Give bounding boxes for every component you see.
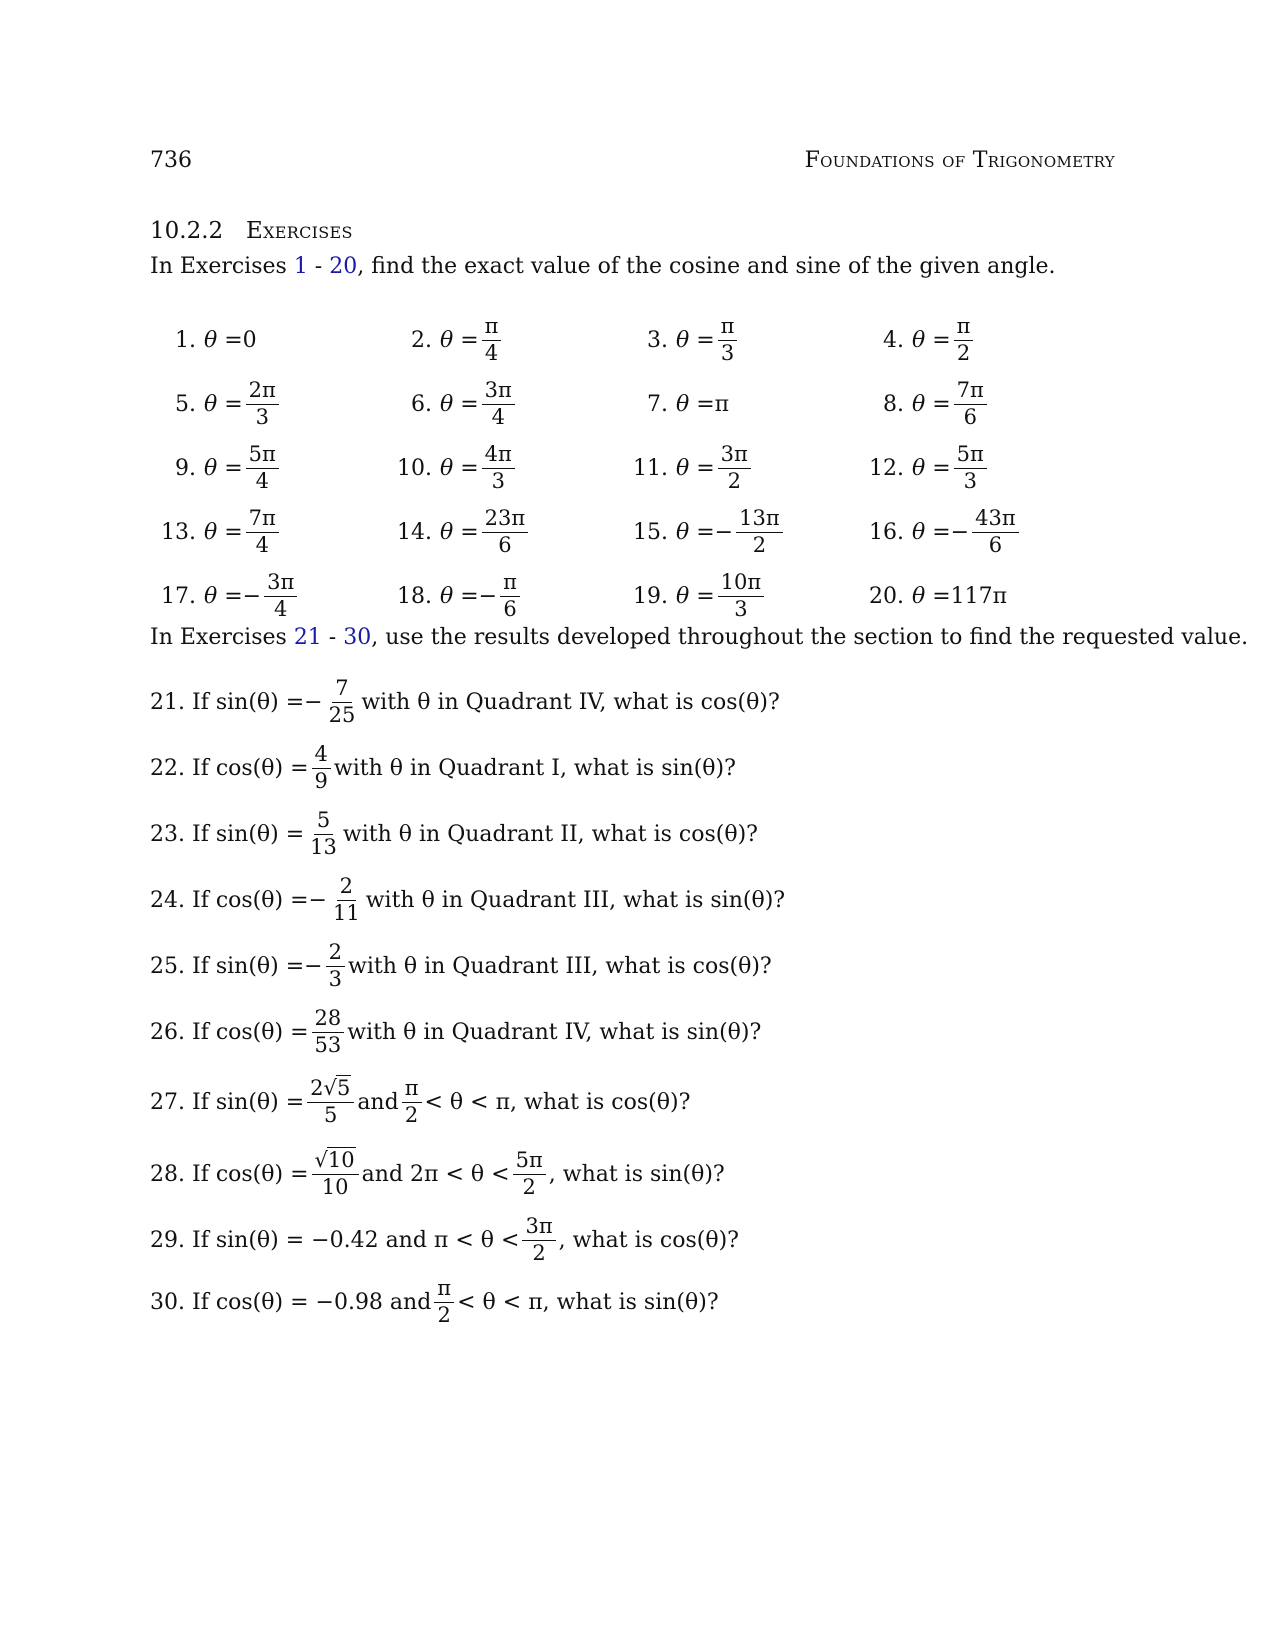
- numerator: 4π: [482, 443, 515, 468]
- exercise-number: 6.: [411, 391, 432, 417]
- angle-fraction: [954, 379, 987, 428]
- fraction: [330, 875, 363, 924]
- exercise-number: 26.: [150, 1019, 185, 1045]
- numerator: π: [402, 1077, 422, 1102]
- minus-sign: −: [242, 583, 262, 609]
- exercise-number: 29.: [150, 1227, 185, 1253]
- fraction: [434, 1277, 454, 1326]
- angle-fraction: [954, 443, 987, 492]
- theta-equals: θ =: [440, 455, 479, 481]
- denominator: 2: [727, 468, 741, 493]
- theta-equals: θ =: [440, 327, 479, 353]
- theta-equals: θ =: [676, 583, 715, 609]
- angle-exercise-6: [386, 374, 518, 434]
- denominator: 3: [255, 404, 269, 429]
- exercise-lhs: If sin(θ) =: [192, 821, 305, 847]
- minus-sign: −: [950, 519, 970, 545]
- denominator: 3: [734, 596, 748, 621]
- exercise-lhs: If sin(θ) = −0.42 and π < θ <: [192, 1227, 520, 1253]
- angle-value: π: [714, 391, 730, 417]
- denominator: 2: [532, 1240, 546, 1265]
- angle-exercise-17: [150, 566, 300, 626]
- theta-equals: θ =: [676, 519, 715, 545]
- denominator: 3: [491, 468, 505, 493]
- exercise-number: 8.: [883, 391, 904, 417]
- denominator: 13: [310, 834, 337, 859]
- exercise-lhs: If sin(θ) =: [192, 689, 305, 715]
- angle-exercise-1: [150, 310, 257, 370]
- denominator: 2: [404, 1102, 419, 1127]
- angle-fraction: [482, 443, 515, 492]
- fraction: [307, 1077, 354, 1126]
- numerator: π: [434, 1277, 454, 1302]
- minus-sign: −: [714, 519, 734, 545]
- exercise-rest: with θ in Quadrant IV, what is sin(θ)?: [347, 1019, 762, 1045]
- coefficient: 2: [310, 1076, 324, 1101]
- radicand: 5: [336, 1076, 351, 1101]
- numerator: 13π: [736, 507, 783, 532]
- exercise-lhs: If cos(θ) = −0.98 and: [192, 1289, 432, 1315]
- denominator: 2: [956, 340, 971, 365]
- angle-fraction: [482, 507, 529, 556]
- denominator: 4: [491, 404, 505, 429]
- theta-equals: θ =: [204, 327, 243, 353]
- exercise-number: 20.: [869, 583, 904, 609]
- numerator: 5π: [246, 443, 279, 468]
- exercise-23: [150, 804, 758, 864]
- exercise-number: 28.: [150, 1161, 185, 1187]
- denominator: 6: [963, 404, 977, 429]
- numerator: π: [718, 315, 738, 340]
- minus-sign: −: [304, 689, 323, 715]
- fraction: [312, 1149, 359, 1198]
- angle-exercise-3: [622, 310, 740, 370]
- theta-equals: θ =: [912, 583, 951, 609]
- exercise-number: 13.: [161, 519, 196, 545]
- denominator: 25: [328, 702, 356, 727]
- angle-exercise-18: [386, 566, 523, 626]
- exercise-rest: , what is cos(θ)?: [558, 1227, 739, 1253]
- exercise-link-30[interactable]: 30: [343, 625, 372, 650]
- exercise-number: 19.: [633, 583, 668, 609]
- angle-exercise-5: [150, 374, 282, 434]
- denominator: 4: [484, 340, 499, 365]
- angle-exercise-16: [858, 502, 1022, 562]
- exercise-number: 12.: [869, 455, 904, 481]
- radicand: 10: [327, 1148, 355, 1173]
- theta-equals: θ =: [204, 391, 243, 417]
- angle-fraction: [718, 315, 738, 364]
- denominator: 2: [522, 1174, 536, 1199]
- angle-fraction: [954, 315, 974, 364]
- exercise-number: 30.: [150, 1289, 185, 1315]
- fraction: [312, 1007, 345, 1056]
- angle-exercise-14: [386, 502, 531, 562]
- theta-equals: θ =: [676, 391, 715, 417]
- exercise-number: 22.: [150, 755, 185, 781]
- section-title: Exercises: [246, 218, 353, 244]
- exercise-26: [150, 1002, 761, 1062]
- exercise-22: [150, 738, 736, 798]
- exercise-30: [150, 1272, 719, 1332]
- theta-equals: θ =: [676, 327, 715, 353]
- theta-equals: θ =: [204, 519, 243, 545]
- theta-equals: θ =: [440, 519, 479, 545]
- denominator: 6: [988, 532, 1003, 557]
- exercise-number: 17.: [161, 583, 196, 609]
- numerator: 23π: [482, 507, 529, 532]
- exercise-number: 21.: [150, 689, 185, 715]
- numerator: 10π: [718, 571, 765, 596]
- numerator: 2: [326, 941, 345, 966]
- exercise-link-1[interactable]: 1: [293, 254, 308, 279]
- numerator: 43π: [972, 507, 1019, 532]
- theta-equals: θ =: [440, 583, 479, 609]
- numerator: 2π: [246, 379, 279, 404]
- exercise-number: 14.: [397, 519, 432, 545]
- fraction: [326, 677, 359, 726]
- fraction: [307, 809, 340, 858]
- exercise-lhs: If sin(θ) =: [192, 953, 305, 979]
- angle-fraction: [482, 379, 515, 428]
- exercise-link-20[interactable]: 20: [329, 254, 358, 279]
- angle-exercise-15: [622, 502, 786, 562]
- numerator: 7: [332, 677, 351, 702]
- numerator: 28: [312, 1007, 345, 1032]
- numerator: 3π: [264, 571, 297, 596]
- exercise-lhs: If sin(θ) =: [192, 1089, 305, 1115]
- numerator: 5: [314, 809, 333, 834]
- square-root-sign: √: [314, 1148, 328, 1173]
- instruction-exercises-1-20: [150, 254, 1056, 279]
- angle-fraction: [718, 571, 765, 620]
- angle-exercise-20: [858, 566, 1007, 626]
- angle-fraction: [264, 571, 297, 620]
- exercise-rest: with θ in Quadrant II, what is cos(θ)?: [342, 821, 758, 847]
- exercise-number: 2.: [411, 327, 432, 353]
- numerator: 7π: [246, 507, 279, 532]
- exercise-25: [150, 936, 772, 996]
- exercise-number: 27.: [150, 1089, 185, 1115]
- page-number: 736: [150, 148, 192, 173]
- instruction-text: , use the results developed throughout the section to find the requested value.: [371, 625, 1249, 650]
- numerator: π: [482, 315, 502, 340]
- fraction: [522, 1215, 555, 1264]
- exercise-lhs: If cos(θ) =: [192, 755, 309, 781]
- denominator: 9: [314, 768, 328, 793]
- exercise-number: 15.: [633, 519, 668, 545]
- exercise-mid: and 2π < θ <: [361, 1161, 510, 1187]
- exercise-number: 9.: [175, 455, 196, 481]
- numerator: 5π: [954, 443, 987, 468]
- exercise-28: [150, 1144, 725, 1204]
- exercise-number: 18.: [397, 583, 432, 609]
- denominator: 3: [720, 340, 735, 365]
- angle-value: 117π: [950, 583, 1008, 609]
- exercise-number: 1.: [175, 327, 196, 353]
- denominator: 4: [255, 468, 269, 493]
- numerator: 3π: [482, 379, 515, 404]
- exercise-mid: and: [357, 1089, 399, 1115]
- exercise-rest: with θ in Quadrant III, what is sin(θ)?: [365, 887, 786, 913]
- exercise-number: 23.: [150, 821, 185, 847]
- numerator: 3π: [718, 443, 751, 468]
- fraction: [312, 743, 331, 792]
- angle-fraction: [246, 443, 279, 492]
- angle-fraction: [736, 507, 783, 556]
- denominator: 10: [321, 1174, 349, 1199]
- section-heading: [150, 218, 353, 244]
- exercise-number: 25.: [150, 953, 185, 979]
- numerator: π: [500, 571, 520, 596]
- exercise-number: 24.: [150, 887, 185, 913]
- angle-fraction: [500, 571, 520, 620]
- denominator: 2: [752, 532, 767, 557]
- numerator: [307, 1077, 354, 1102]
- angle-fraction: [718, 443, 751, 492]
- numerator: 7π: [954, 379, 987, 404]
- exercise-number: 5.: [175, 391, 196, 417]
- exercise-link-21[interactable]: 21: [293, 625, 322, 650]
- exercise-rest: with θ in Quadrant III, what is cos(θ)?: [347, 953, 772, 979]
- exercise-rest: , what is sin(θ)?: [548, 1161, 725, 1187]
- minus-sign: −: [478, 583, 498, 609]
- angle-exercise-2: [386, 310, 504, 370]
- exercise-27: [150, 1072, 690, 1132]
- fraction: [326, 941, 345, 990]
- angle-fraction: [482, 315, 502, 364]
- exercise-number: 16.: [869, 519, 904, 545]
- angle-exercise-11: [622, 438, 754, 498]
- square-root-sign: √: [323, 1076, 337, 1101]
- denominator: 3: [328, 966, 342, 991]
- theta-equals: θ =: [204, 455, 243, 481]
- numerator: 2: [337, 875, 356, 900]
- minus-sign: −: [304, 953, 323, 979]
- numerator: 4: [312, 743, 331, 768]
- fraction: [513, 1149, 546, 1198]
- exercise-rest: with θ in Quadrant I, what is sin(θ)?: [333, 755, 736, 781]
- exercise-rest: < θ < π, what is sin(θ)?: [457, 1289, 719, 1315]
- denominator: 11: [332, 900, 360, 925]
- angle-exercise-8: [858, 374, 990, 434]
- denominator: 6: [503, 596, 517, 621]
- theta-equals: θ =: [912, 519, 951, 545]
- numerator: π: [954, 315, 974, 340]
- exercise-rest: with θ in Quadrant IV, what is cos(θ)?: [361, 689, 780, 715]
- theta-equals: θ =: [676, 455, 715, 481]
- angle-exercise-13: [150, 502, 282, 562]
- denominator: 3: [963, 468, 977, 493]
- denominator: 4: [255, 532, 269, 557]
- theta-equals: θ =: [912, 327, 951, 353]
- theta-equals: θ =: [440, 391, 479, 417]
- exercise-number: 4.: [883, 327, 904, 353]
- fraction: [402, 1077, 422, 1126]
- theta-equals: θ =: [912, 455, 951, 481]
- angle-exercise-7: [622, 374, 729, 434]
- angle-fraction: [246, 507, 279, 556]
- exercise-number: 11.: [633, 455, 668, 481]
- instruction-text: In Exercises: [150, 625, 294, 650]
- angle-exercise-9: [150, 438, 282, 498]
- section-number: 10.2.2: [150, 218, 224, 244]
- exercise-number: 3.: [647, 327, 668, 353]
- instruction-text: , find the exact value of the cosine and sine of the given angle.: [357, 254, 1056, 279]
- instruction-dash: -: [321, 625, 344, 650]
- theta-equals: θ =: [912, 391, 951, 417]
- exercise-lhs: If cos(θ) =: [192, 1019, 309, 1045]
- numerator: [312, 1149, 359, 1174]
- angle-exercise-19: [622, 566, 767, 626]
- angle-value: 0: [242, 327, 257, 353]
- running-title: Foundations of Trigonometry: [804, 148, 1115, 173]
- exercise-rest: < θ < π, what is cos(θ)?: [424, 1089, 691, 1115]
- numerator: 3π: [522, 1215, 555, 1240]
- exercise-29: [150, 1210, 739, 1270]
- exercise-24: [150, 870, 785, 930]
- numerator: 5π: [513, 1149, 546, 1174]
- instruction-exercises-21-30: [150, 625, 1248, 650]
- denominator: 4: [274, 596, 288, 621]
- exercise-21: [150, 672, 780, 732]
- denominator: 6: [498, 532, 512, 557]
- denominator: 2: [437, 1302, 451, 1327]
- exercise-number: 10.: [397, 455, 432, 481]
- angle-exercise-10: [386, 438, 518, 498]
- denominator: 53: [314, 1032, 342, 1057]
- angle-exercise-4: [858, 310, 976, 370]
- denominator: 5: [324, 1102, 338, 1127]
- angle-exercise-12: [858, 438, 990, 498]
- instruction-dash: -: [307, 254, 330, 279]
- exercise-lhs: If cos(θ) =: [192, 887, 309, 913]
- exercise-number: 7.: [647, 391, 668, 417]
- angle-fraction: [246, 379, 279, 428]
- minus-sign: −: [308, 887, 327, 913]
- exercise-lhs: If cos(θ) =: [192, 1161, 309, 1187]
- angle-fraction: [972, 507, 1019, 556]
- theta-equals: θ =: [204, 583, 243, 609]
- instruction-text: In Exercises: [150, 254, 294, 279]
